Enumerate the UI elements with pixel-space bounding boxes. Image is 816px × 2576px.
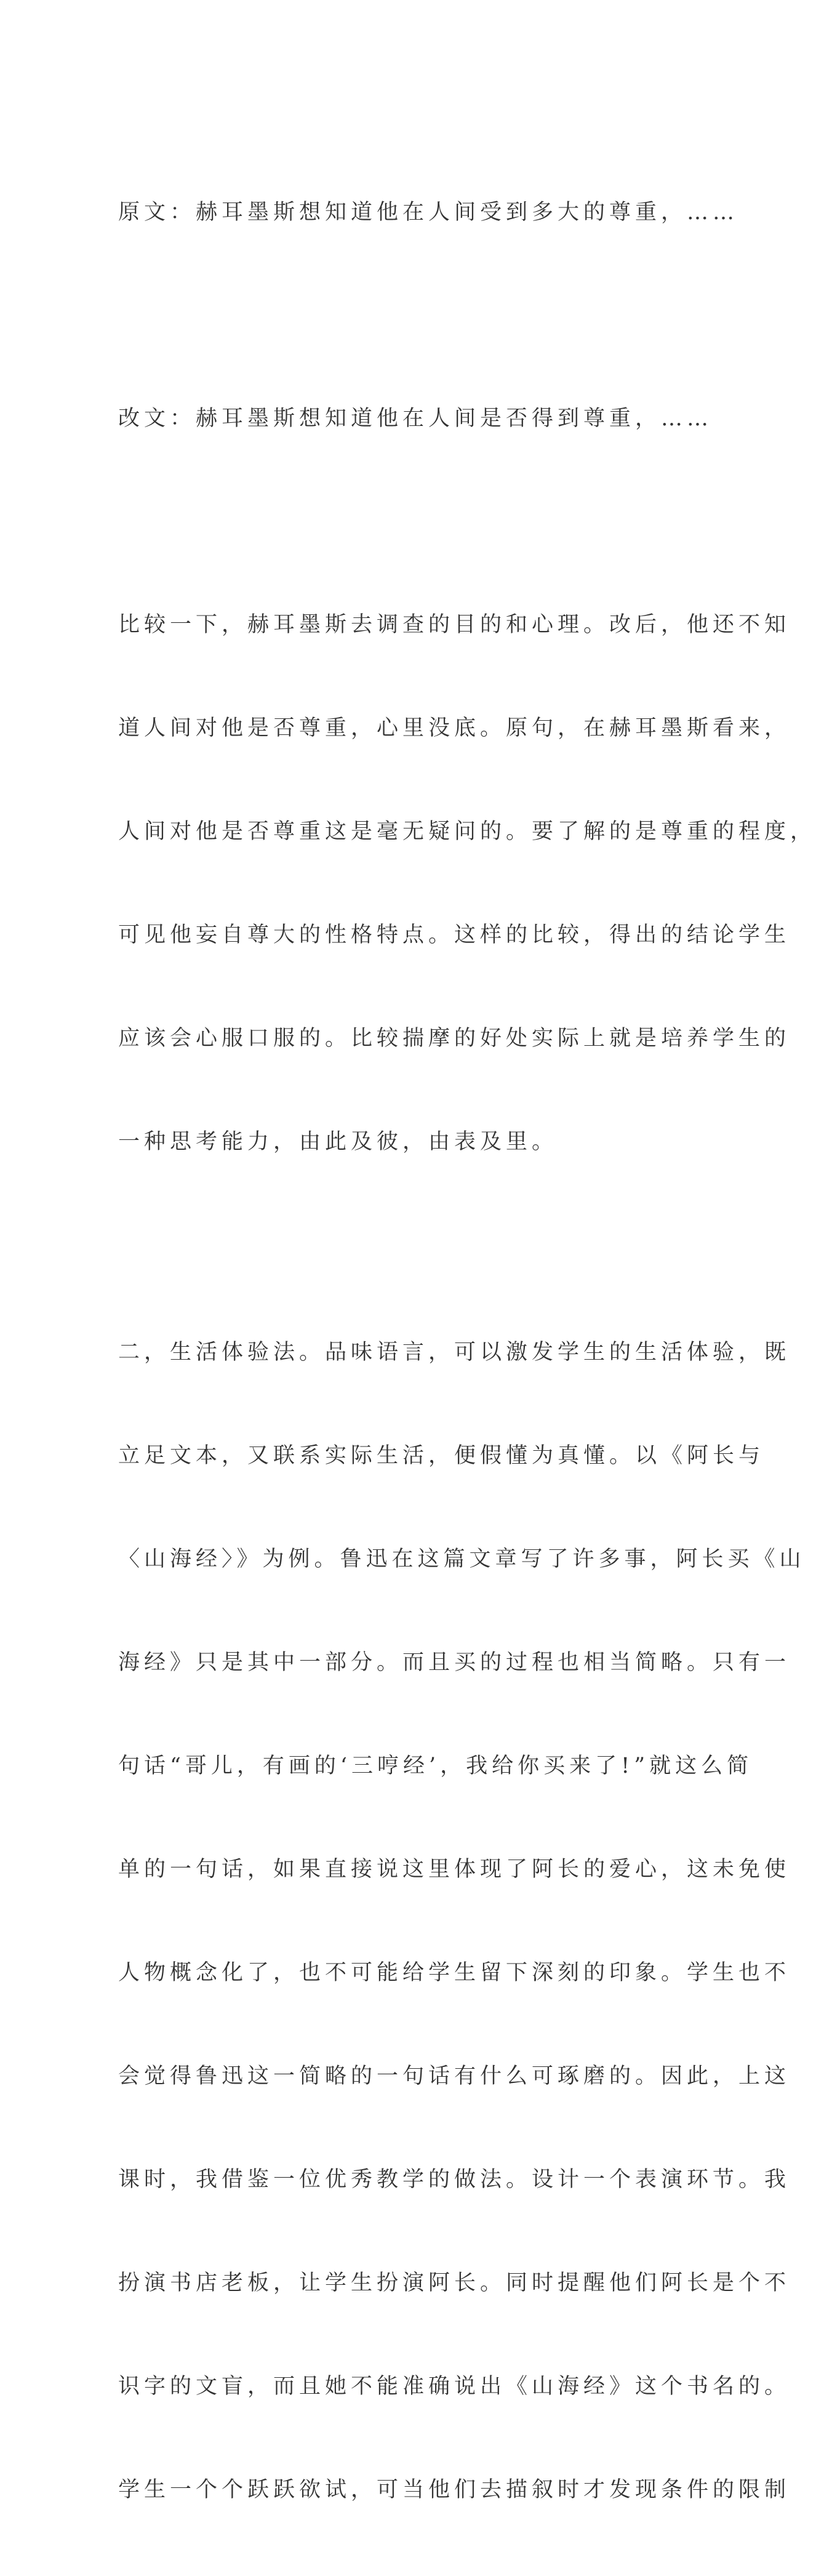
paragraph-line: 扮演书店老板，让学生扮演阿长。同时提醒他们阿长是个不	[118, 2271, 791, 2295]
revised-sentence-text: 改文：赫耳墨斯想知道他在人间是否得到尊重，……	[118, 406, 713, 431]
document-body	[118, 126, 816, 2576]
method-paragraph	[118, 1266, 806, 2576]
paragraph-line: 道人间对他是否尊重，心里没底。原句，在赫耳墨斯看来，	[118, 716, 791, 740]
paragraph-line: 〈山海经〉》为例。鲁迅在这篇文章写了许多事，阿长买《山	[118, 1547, 806, 1571]
spacer	[118, 505, 660, 539]
spacer	[118, 299, 660, 332]
paragraph-line: 人间对他是否尊重这是毫无疑问的。要了解的是尊重的程度，	[118, 819, 816, 844]
paragraph-line: 句话“哥儿，有画的‘三哼经’，我给你买来了!”就这么简	[118, 1754, 753, 1778]
paragraph-line: 识字的文盲，而且她不能准确说出《山海经》这个书名的。	[118, 2374, 791, 2399]
original-sentence	[118, 126, 739, 299]
paragraph-line: 可见他妄自尊大的性格特点。这样的比较，得出的结论学生	[118, 923, 791, 947]
spacer	[118, 1228, 660, 1266]
paragraph-line: 应该会心服口服的。比较揣摩的好处实际上就是培养学生的	[118, 1026, 791, 1051]
paragraph-line: 海经》只是其中一部分。而且买的过程也相当简略。只有一	[118, 1650, 791, 1675]
comparison-paragraph	[118, 539, 816, 1228]
paragraph-line: 二，生活体验法。品味语言，可以激发学生的生活体验，既	[118, 1340, 791, 1365]
paragraph-line: 单的一句话，如果直接说这里体现了阿长的爱心，这未免使	[118, 1857, 791, 1882]
revised-sentence	[118, 332, 713, 505]
paragraph-line: 立足文本，又联系实际生活，便假懂为真懂。以《阿长与	[118, 1443, 765, 1468]
paragraph-line: 人物概念化了，也不可能给学生留下深刻的印象。学生也不	[118, 1960, 791, 1985]
paragraph-line: 课时，我借鉴一位优秀教学的做法。设计一个表演环节。我	[118, 2167, 791, 2192]
original-sentence-text: 原文：赫耳墨斯想知道他在人间受到多大的尊重，……	[118, 200, 739, 225]
paragraph-line: 比较一下，赫耳墨斯去调查的目的和心理。改后，他还不知	[118, 612, 791, 637]
paragraph-line: 一种思考能力，由此及彼，由表及里。	[118, 1130, 558, 1154]
paragraph-line: 会觉得鲁迅这一简略的一句话有什么可琢磨的。因此，上这	[118, 2064, 791, 2088]
paragraph-line: 学生一个个跃跃欲试，可当他们去描叙时才发现条件的限制	[118, 2478, 791, 2502]
